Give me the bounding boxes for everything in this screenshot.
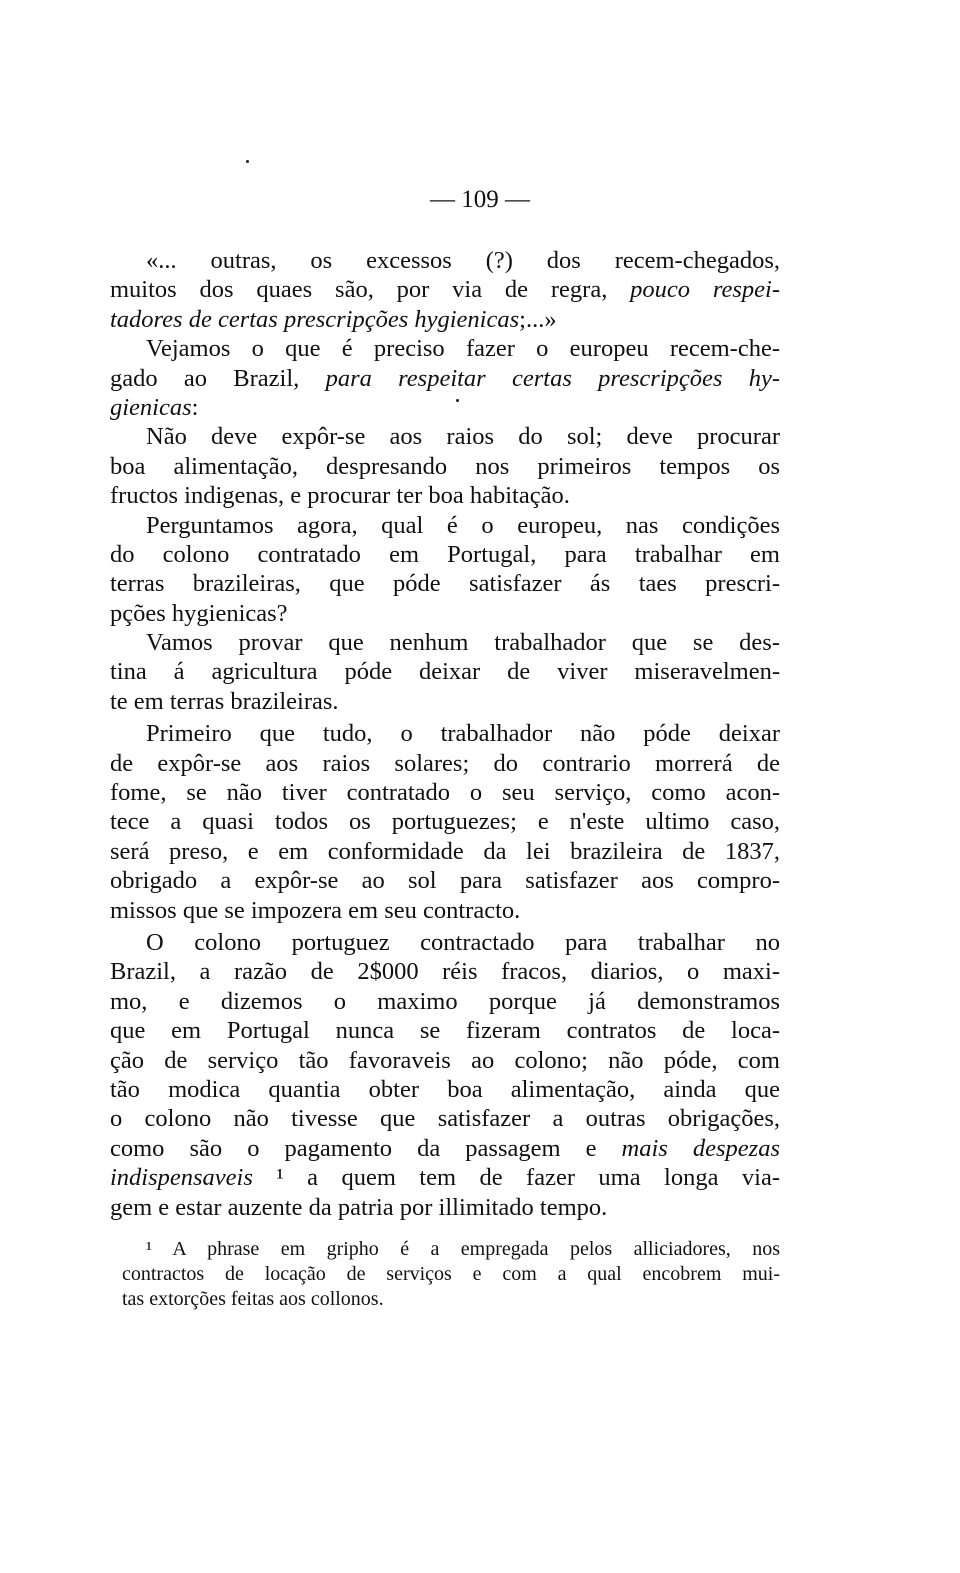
text-segment: como são o pagamento da passagem e <box>110 1134 622 1162</box>
text-line <box>110 928 780 957</box>
italic-text: pouco respei- <box>630 276 780 304</box>
text-segment: terras brazileiras, que póde satisfazer ás taes prescri- <box>110 570 780 598</box>
text-segment: O colono portuguez contractado para trabalhar no <box>146 928 780 956</box>
text-line <box>110 807 780 836</box>
text-segment: de expôr-se aos raios solares; do contrario morrerá de <box>110 749 780 777</box>
scan-speck <box>456 399 459 402</box>
footnote <box>122 1237 780 1312</box>
footnote-line <box>122 1237 780 1262</box>
text-segment: do colono contratado em Portugal, para trabalhar em <box>110 540 780 568</box>
scan-speck <box>246 160 249 163</box>
text-segment: ¹ A phrase em gripho é a empregada pelos alliciadores, nos <box>146 1238 780 1260</box>
text-segment: te em terras brazileiras. <box>110 687 339 715</box>
italic-text: para respeitar certas prescripções hy- <box>325 364 780 392</box>
text-segment: Vejamos o que é preciso fazer o europeu recem-che- <box>146 335 780 363</box>
text-segment: missos que se impozera em seu contracto. <box>110 896 521 924</box>
text-line <box>110 481 780 510</box>
text-segment: ;...» <box>519 305 557 333</box>
text-segment: fome, se não tiver contratado o seu serviço, como acon- <box>110 779 780 807</box>
text-line <box>110 1016 780 1045</box>
text-line <box>110 246 780 275</box>
text-segment: Vamos provar que nenhum trabalhador que se des- <box>146 629 780 657</box>
text-line <box>110 1193 780 1222</box>
footnote-line <box>122 1287 780 1312</box>
text-segment: Primeiro que tudo, o trabalhador não póde deixar <box>146 720 780 748</box>
text-segment: ¹ a quem tem de fazer uma longa via- <box>252 1164 780 1192</box>
text-line <box>110 1075 780 1104</box>
text-segment: gado ao Brazil, <box>110 364 326 392</box>
italic-text: gienicas <box>110 393 192 421</box>
text-line <box>110 1046 780 1075</box>
text-segment: pções hygienicas? <box>110 599 288 627</box>
text-line <box>110 866 780 895</box>
text-line <box>110 719 780 748</box>
text-line <box>110 364 780 393</box>
text-segment: ção de serviço tão favoraveis ao colono; não póde, com <box>110 1046 780 1074</box>
text-segment: boa alimentação, despresando nos primeiros tempos os <box>110 452 780 480</box>
text-line <box>110 1104 780 1133</box>
text-line <box>110 1134 780 1163</box>
text-line <box>110 1163 780 1192</box>
text-segment: Perguntamos agora, qual é o europeu, nas condições <box>146 511 780 539</box>
text-segment: o colono não tivesse que satisfazer a outras obrigações, <box>110 1105 780 1133</box>
text-line <box>110 275 780 304</box>
text-line <box>110 540 780 569</box>
text-segment: será preso, e em conformidade da lei brazileira de 1837, <box>110 837 780 865</box>
text-line <box>110 987 780 1016</box>
text-segment: mo, e dizemos o maximo porque já demonstramos <box>110 987 780 1015</box>
text-line <box>110 422 780 451</box>
italic-text: indispensaveis <box>110 1164 253 1192</box>
text-line <box>110 628 780 657</box>
italic-text: tadores de certas prescripções hygienicas <box>110 305 520 333</box>
text-line <box>110 957 780 986</box>
text-segment: gem e estar auzente da patria por illimitado tempo. <box>110 1193 608 1221</box>
text-segment: fructos indigenas, e procurar ter boa habitação. <box>110 482 570 510</box>
text-segment: que em Portugal nunca se fizeram contratos de loca- <box>110 1017 780 1045</box>
text-line <box>110 393 780 422</box>
text-segment: : <box>191 393 199 421</box>
text-segment: «... outras, os excessos (?) dos recem-chegados, <box>146 247 780 274</box>
text-segment: muitos dos quaes são, por via de regra, <box>110 276 631 304</box>
text-line <box>110 896 780 925</box>
text-segment: tão modica quantia obter boa alimentação, ainda que <box>110 1075 780 1103</box>
text-line <box>110 452 780 481</box>
text-segment: tece a quasi todos os portuguezes; e n'este ultimo caso, <box>110 808 780 836</box>
text-line <box>110 657 780 686</box>
text-segment: tina á agricultura póde deixar de viver miseravelmen- <box>110 658 780 686</box>
text-line <box>110 837 780 866</box>
text-line <box>110 778 780 807</box>
italic-text: mais despezas <box>621 1134 780 1162</box>
text-segment: obrigado a expôr-se ao sol para satisfazer aos compro- <box>110 867 780 895</box>
text-line <box>110 569 780 598</box>
text-segment: Brazil, a razão de 2$000 réis fracos, diarios, o maxi- <box>110 958 780 986</box>
text-line <box>110 687 780 716</box>
text-line <box>110 334 780 363</box>
text-line <box>110 511 780 540</box>
text-line <box>110 749 780 778</box>
page-number: — 109 — <box>430 186 530 213</box>
text-segment: tas extorções feitas aos collonos. <box>122 1288 384 1310</box>
text-segment: contractos de locação de serviços e com a qual encobrem mui- <box>122 1263 780 1285</box>
text-segment: Não deve expôr-se aos raios do sol; deve procurar <box>146 423 780 451</box>
text-line <box>110 305 780 334</box>
text-line <box>110 599 780 628</box>
body-text <box>110 246 780 1222</box>
footnote-line <box>122 1262 780 1287</box>
